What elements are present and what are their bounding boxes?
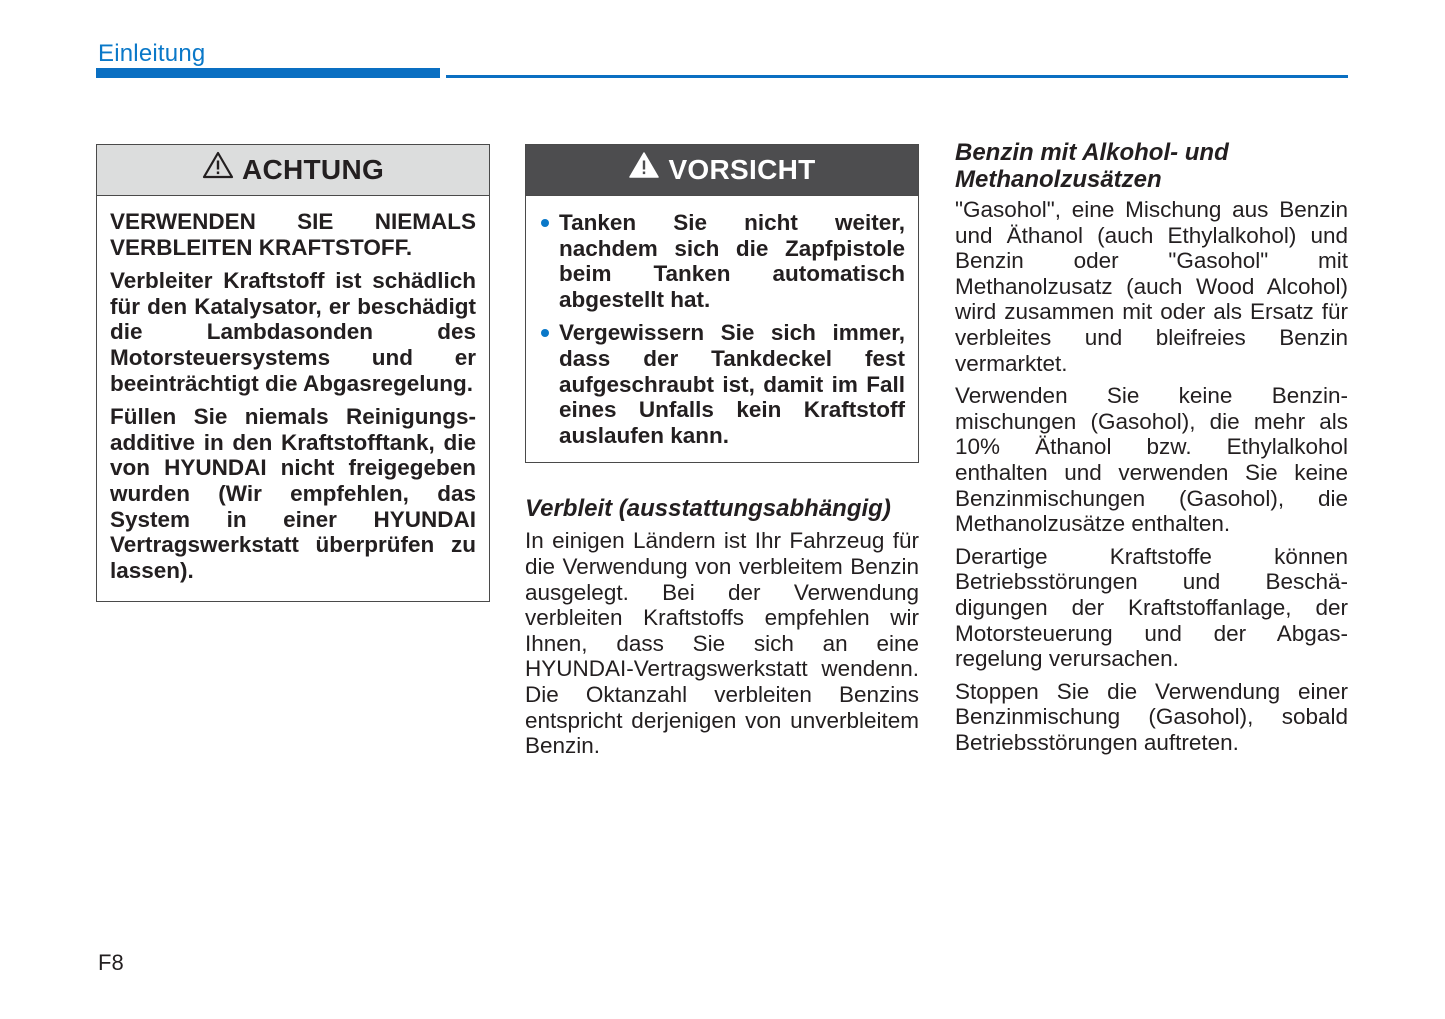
header-rule — [446, 75, 1348, 78]
vorsicht-bullet-text: Tanken Sie nicht weiter, nachdem sich die Zapfpistole beim Tanken automatisch abgestellt hat. — [559, 210, 905, 312]
verbleit-section — [525, 495, 919, 758]
vorsicht-bullet-list — [539, 210, 905, 448]
achtung-box — [96, 144, 490, 602]
page-number: F8 — [98, 950, 124, 975]
vorsicht-box — [525, 144, 919, 463]
alkohol-paragraph: Stoppen Sie die Verwendung einer Benzinmischung (Gasohol), sobald Betriebsstörungen auftreten. — [955, 678, 1348, 755]
column-right — [955, 139, 1348, 762]
warning-triangle-filled-icon — [628, 151, 660, 186]
header-title: Einleitung — [98, 40, 206, 67]
column-middle — [525, 144, 919, 766]
alkohol-paragraph: Verwenden Sie keine Benzinmischungen (Gasohol), die mehr als 10% Äthanol bzw. Ethylalkohol enthalten und verwenden Sie keine Benzinmischungen (Gasohol), die Methanolzusätze enthalten. — [955, 383, 1348, 537]
vorsicht-bullet — [539, 210, 905, 312]
bullet-dot-icon — [541, 219, 549, 227]
warning-triangle-outline-icon — [202, 151, 234, 186]
achtung-title: ACHTUNG — [241, 154, 385, 185]
vorsicht-bullet — [539, 320, 905, 448]
achtung-paragraph: Verbleiter Kraftstoff ist schädlich für den Katalysator, er beschädigt die Lambdasonden des Motorsteuersystems und er beeinträchtigt die Abgasregelung. — [110, 268, 476, 396]
achtung-paragraph: VERWENDEN SIE NIEMALS VERBLEITEN KRAFTSTOFF. — [110, 209, 476, 260]
alkohol-paragraph: Derartige Kraftstoffe können Betriebsstörungen und Beschädigungen der Kraftstoffanlage, der Motorsteuerung und der Abgasregelung verursachen. — [955, 543, 1348, 672]
column-left — [96, 144, 490, 602]
bullet-dot-icon — [541, 329, 549, 337]
vorsicht-box-header — [526, 145, 918, 196]
vorsicht-bullet-text: Vergewissern Sie sich immer, dass der Tankdeckel fest aufgeschraubt ist, damit im Fall eines Unfalls kein Kraftstoff auslaufen kann. — [559, 320, 905, 448]
achtung-box-header — [97, 145, 489, 196]
header-accent-bar — [96, 68, 440, 78]
achtung-paragraph: Füllen Sie niemals Reinigungsadditive in den Kraftstofftank, die von HYUNDAI nicht freigegeben wurden (Wir empfehlen, das System in einer HYUNDAI Vertragswerkstatt überprüfen zu lassen). — [110, 404, 476, 583]
vorsicht-title: VORSICHT — [668, 154, 816, 185]
vorsicht-box-body — [526, 196, 918, 462]
achtung-box-body — [97, 196, 489, 601]
alkohol-heading: Benzin mit Alkohol- und Methanolzusätzen — [955, 139, 1229, 193]
verbleit-paragraph: In einigen Ländern ist Ihr Fahrzeug für die Verwendung von verbleitem Benzin ausgelegt. Bei der Verwendung verbleiten Kraftstoffs empfehlen wir Ihnen, dass Sie sich an eine HYUNDAI-Vertragswerkstatt wendenn. Die Oktanzahl verbleiten Benzins entspricht derjenigen von unverbleitem Benzin. — [525, 528, 919, 759]
alkohol-paragraph: "Gasohol", eine Mischung aus Benzin und Äthanol (auch Ethylalkohol) und Benzin oder "Gasohol" mit Methanolzusatz (auch Wood Alcohol) wird zusammen mit oder als Ersatz für verbleites und bleifreies Benzin vermarktet. — [955, 197, 1348, 376]
verbleit-heading: Verbleit (ausstattungsabhängig) — [525, 495, 891, 523]
